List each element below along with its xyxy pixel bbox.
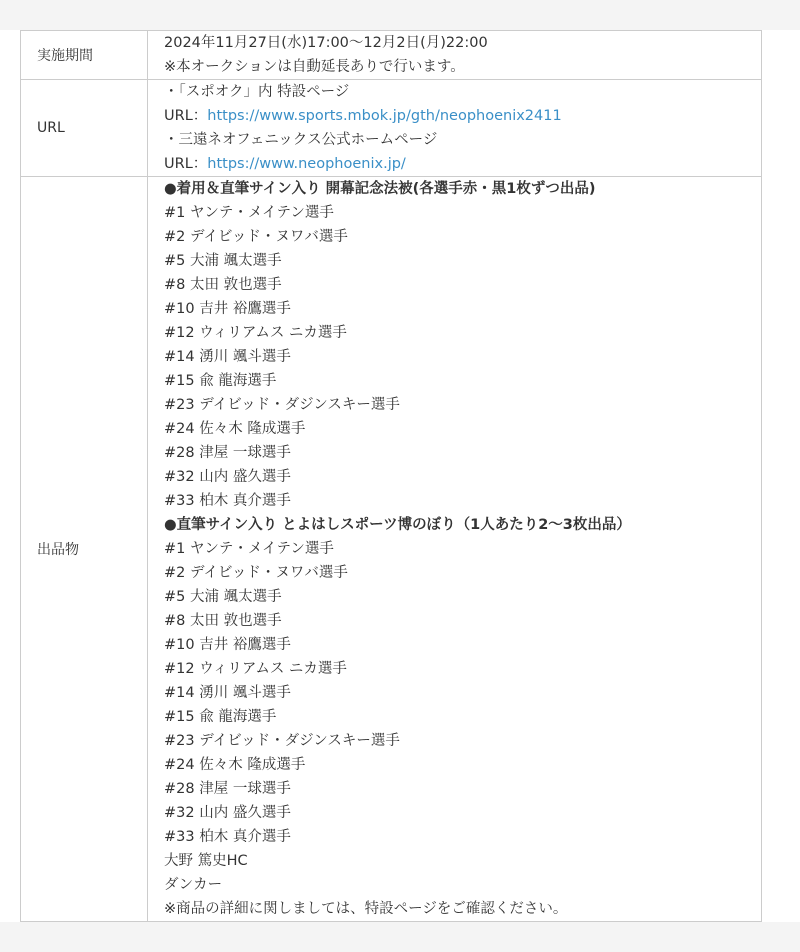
list-item: #15 兪 龍海選手 [164, 709, 277, 725]
sponsor-page-link[interactable]: https://www.sports.mbok.jp/gth/neophoenix2411 [207, 108, 562, 124]
period-note: ※本オークションは自動延長ありで行います。 [164, 59, 465, 75]
list-item: #33 柏木 真介選手 [164, 493, 291, 509]
url-value [148, 80, 762, 177]
list-item: #23 デイビッド・ダジンスキー選手 [164, 397, 400, 413]
items-note: ※商品の詳細に関しましては、特設ページをご確認ください。 [164, 901, 568, 917]
list-item: #5 大浦 颯太選手 [164, 253, 282, 269]
list-item: #1 ヤンテ・メイテン選手 [164, 205, 334, 221]
list-item: #32 山内 盛久選手 [164, 469, 291, 485]
list-item: #8 太田 敦也選手 [164, 613, 282, 629]
list-item: #12 ウィリアムス ニカ選手 [164, 661, 347, 677]
list-item: #28 津屋 一球選手 [164, 781, 291, 797]
list-item: #15 兪 龍海選手 [164, 373, 277, 389]
url-row [21, 80, 762, 177]
sponsor-page-url-line [164, 104, 761, 128]
url-label: URL [21, 80, 148, 177]
list-item: #10 吉井 裕鷹選手 [164, 301, 291, 317]
bottom-margin [0, 922, 800, 952]
auction-info-section [0, 30, 800, 922]
items-row [21, 177, 762, 922]
official-site-link[interactable]: https://www.neophoenix.jp/ [207, 156, 406, 172]
list-item: #5 大浦 颯太選手 [164, 589, 282, 605]
auction-info-table [20, 30, 762, 922]
official-site-url-line [164, 152, 761, 176]
period-label: 実施期間 [21, 31, 148, 80]
list-item: #2 デイビッド・ヌワバ選手 [164, 229, 348, 245]
list-item: #12 ウィリアムス ニカ選手 [164, 325, 347, 341]
list-item: #33 柏木 真介選手 [164, 829, 291, 845]
list-item: #14 湧川 颯斗選手 [164, 349, 291, 365]
list-item: #32 山内 盛久選手 [164, 805, 291, 821]
list-item: #8 太田 敦也選手 [164, 277, 282, 293]
official-site-name: ・三遠ネオフェニックス公式ホームページ [164, 132, 438, 148]
items-heading-nobori: ●直筆サイン入り とよはしスポーツ博のぼり（1人あたり2〜3枚出品） [164, 517, 631, 533]
top-margin [0, 0, 800, 30]
period-dates: 2024年11月27日(水)17:00〜12月2日(月)22:00 [164, 35, 488, 51]
items-value [148, 177, 762, 922]
items-label: 出品物 [21, 177, 148, 922]
list-item: #10 吉井 裕鷹選手 [164, 637, 291, 653]
list-item: #24 佐々木 隆成選手 [164, 421, 306, 437]
list-item: ダンカー [164, 877, 223, 893]
happi-player-list [164, 201, 761, 513]
list-item: #28 津屋 一球選手 [164, 445, 291, 461]
list-item: #2 デイビッド・ヌワバ選手 [164, 565, 348, 581]
items-heading-happi: ●着用＆直筆サイン入り 開幕記念法被(各選手赤・黒1枚ずつ出品) [164, 181, 596, 197]
nobori-player-list [164, 537, 761, 897]
sponsor-page-name: ・「スポオク」内 特設ページ [164, 84, 350, 100]
url-prefix: URL： [164, 156, 208, 172]
period-value [148, 31, 762, 80]
period-row [21, 31, 762, 80]
url-prefix: URL： [164, 108, 208, 124]
list-item: 大野 篤史HC [164, 853, 248, 869]
list-item: #23 デイビッド・ダジンスキー選手 [164, 733, 400, 749]
list-item: #14 湧川 颯斗選手 [164, 685, 291, 701]
list-item: #1 ヤンテ・メイテン選手 [164, 541, 334, 557]
list-item: #24 佐々木 隆成選手 [164, 757, 306, 773]
